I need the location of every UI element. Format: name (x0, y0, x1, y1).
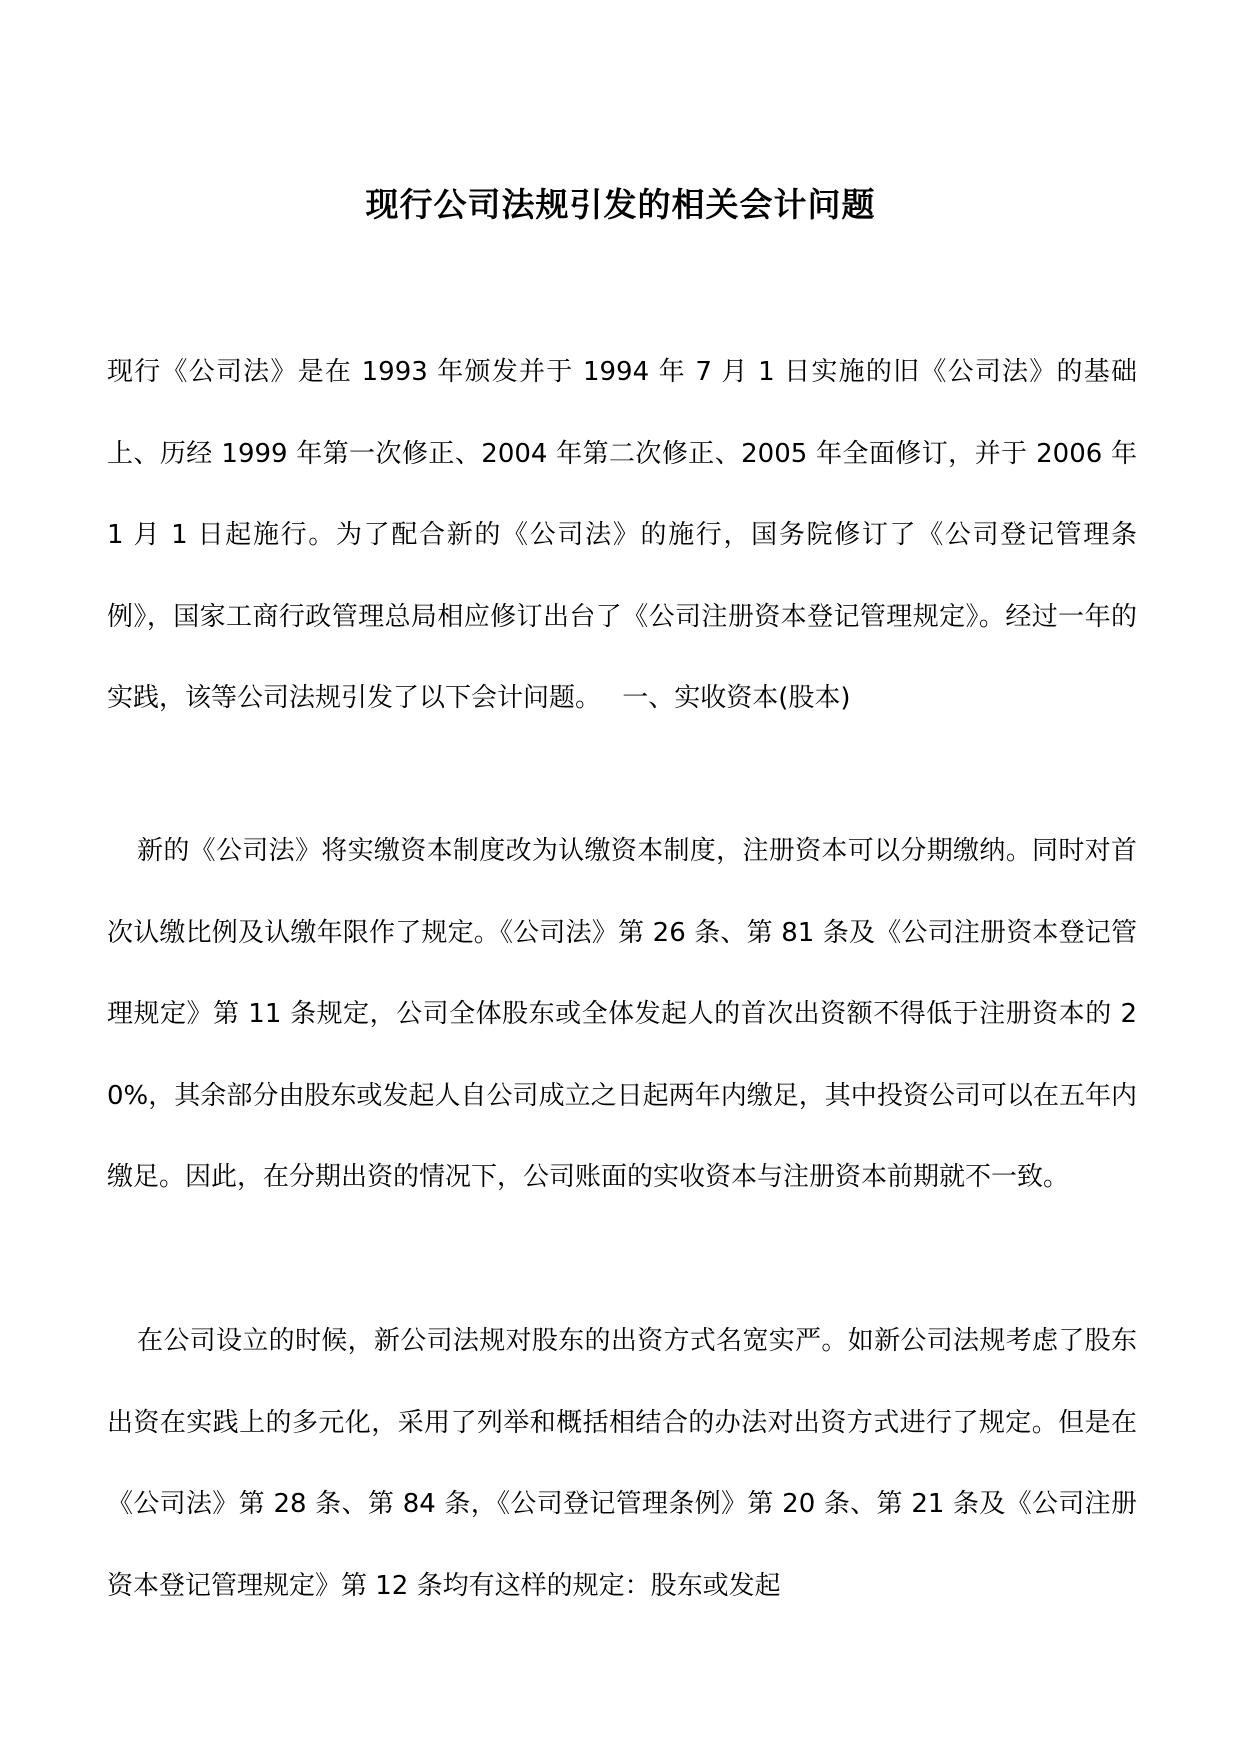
paragraph-contribution-methods: 在公司设立的时候，新公司法规对股东的出资方式名宽实严。如新公司法规考虑了股东出资在实践上的多元化，采用了列举和概括相结合的办法对出资方式进行了规定。但是在《公司法》第 28 条、第 84 条，《公司登记管理条例》第 20 条、第 21 条及《公司注册资本登记管理规定》第 12 条均有这样的规定：股东或发起 (107, 1326, 1137, 1601)
document-title: 现行公司法规引发的相关会计问题 (365, 185, 876, 225)
paragraph-paid-in-capital: 新的《公司法》将实缴资本制度改为认缴资本制度，注册资本可以分期缴纳。同时对首次认缴比例及认缴年限作了规定。《公司法》第 26 条、第 81 条及《公司注册资本登记管理规定》第 11 条规定，公司全体股东或全体发起人的首次出资额不得低于注册资本的 20%，其余部分由股东或发起人自公司成立之日起两年内缴足，其中投资公司可以在五年内缴足。因此，在分期出资的情况下，公司账面的实收资本与注册资本前期就不一致。 (107, 836, 1137, 1192)
paragraph-intro: 现行《公司法》是在 1993 年颁发并于 1994 年 7 月 1 日实施的旧《公司法》的基础上、历经 1999 年第一次修正、2004 年第二次修正、2005 年全面修订，并于 2006 年 1 月 1 日起施行。为了配合新的《公司法》的施行，国务院修订了《公司登记管理条例》，国家工商行政管理总局相应修订出台了《公司注册资本登记管理规定》。经过一年的实践，该等公司法规引发了以下会计问题。 一、实收资本(股本) (107, 357, 1137, 713)
